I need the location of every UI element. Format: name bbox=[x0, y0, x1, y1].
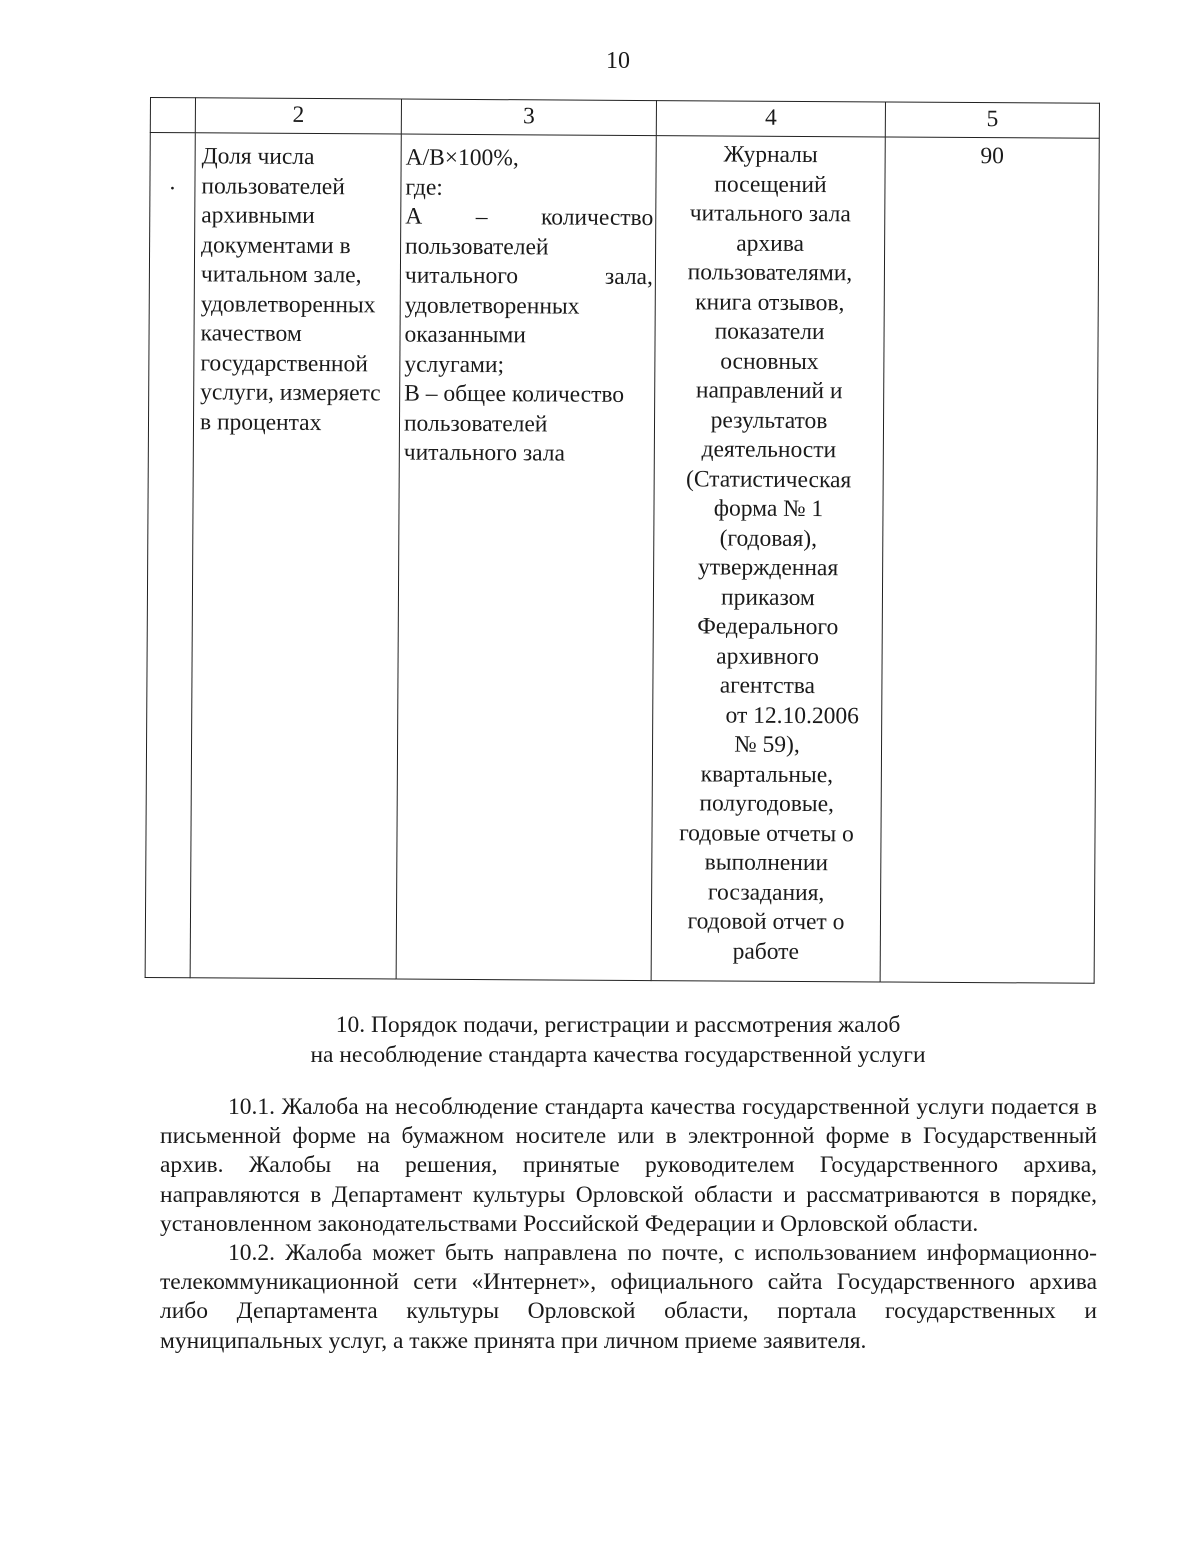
source-line: годовой отчет о bbox=[687, 908, 845, 936]
source-line: показатели bbox=[714, 318, 825, 346]
source-line: работе bbox=[732, 938, 800, 965]
source-line: посещений bbox=[714, 170, 827, 198]
source-line: Журналы bbox=[723, 141, 818, 169]
source-line: книга отзывов, bbox=[695, 288, 845, 316]
source-line: квартальные, bbox=[700, 760, 834, 788]
source-line: направлений и bbox=[695, 377, 843, 405]
header-cell-1 bbox=[150, 98, 195, 133]
section-heading bbox=[0, 1010, 1200, 1070]
indicator-line: Доля числа bbox=[201, 143, 315, 171]
source-line: архива bbox=[736, 230, 805, 257]
formula-line: читального зала, bbox=[404, 262, 653, 291]
source-line: годовые отчеты о bbox=[679, 819, 854, 847]
indicator-line: удовлетворенных bbox=[200, 290, 376, 318]
source-cell bbox=[651, 136, 885, 982]
source-line: выполнении bbox=[704, 849, 829, 877]
indicator-line: читальном зале, bbox=[200, 261, 362, 289]
source-line: пользователями, bbox=[687, 259, 853, 287]
source-line: архивного bbox=[716, 642, 820, 670]
indicator-line: пользователей bbox=[201, 172, 345, 200]
formula-line: услугами; bbox=[404, 351, 505, 378]
table-header-row bbox=[150, 98, 1099, 139]
formula-line: В – общее количество bbox=[404, 380, 625, 408]
source-line: полугодовые, bbox=[699, 790, 835, 818]
formula-line: пользователей bbox=[405, 233, 549, 260]
source-line: от 12.10.2006 bbox=[725, 702, 859, 729]
value-cell: 90 bbox=[880, 137, 1099, 983]
header-cell-4: 4 bbox=[656, 101, 885, 137]
indicator-line: государственной bbox=[200, 349, 368, 377]
indicator-line: документами в bbox=[201, 231, 351, 259]
indicator-table bbox=[145, 97, 1100, 984]
source-line: (годовая), bbox=[719, 524, 818, 552]
source-line: читального зала bbox=[689, 200, 851, 228]
source-line: приказом bbox=[721, 583, 815, 611]
source-line: результатов bbox=[710, 406, 828, 434]
header-cell-3: 3 bbox=[401, 99, 656, 136]
header-cell-2: 2 bbox=[195, 98, 401, 134]
formula-line: где: bbox=[405, 174, 443, 201]
source-line: Федерального bbox=[697, 613, 839, 641]
header-cell-5: 5 bbox=[885, 102, 1099, 138]
section-heading-line-1: 10. Порядок подачи, регистрации и рассмотрения жалоб bbox=[335, 1012, 901, 1038]
table-row bbox=[145, 133, 1099, 984]
source-line: основных bbox=[720, 347, 819, 375]
source-line: госзадания, bbox=[707, 878, 825, 906]
formula-line: А – количество bbox=[405, 203, 654, 232]
indicator-line: качеством bbox=[200, 320, 302, 347]
section-heading-line-2: на несоблюдение стандарта качества государственной услуги bbox=[310, 1042, 926, 1068]
section-body bbox=[160, 1093, 1097, 1356]
source-line: (Статистическая bbox=[685, 465, 852, 493]
source-line: агентства bbox=[719, 672, 816, 700]
paragraph-10-1: 10.1. Жалоба на несоблюдение стандарта качества государственной услуги подается в письменной форме на бумажном носителе или в электронной форме в Государственный архив. Жалобы на решения, принятые руководителем Государственного архива, направляются в Департамент культуры Орловской области и рассматриваются в порядке, установленном законодательствами Российской Федерации и Орловской области. bbox=[160, 1094, 1097, 1237]
source-line: утвержденная bbox=[697, 554, 839, 582]
formula-line: оказанными bbox=[404, 321, 526, 349]
source-line: форма № 1 bbox=[713, 495, 824, 523]
row-marker: . bbox=[145, 133, 195, 978]
formula-line: читального зала bbox=[403, 439, 566, 467]
source-line: деятельности bbox=[701, 436, 837, 464]
formula-line: удовлетворенных bbox=[404, 292, 580, 320]
source-line: № 59), bbox=[734, 731, 800, 758]
page-number: 10 bbox=[606, 48, 630, 74]
paragraph-10-2: 10.2. Жалоба может быть направлена по почте, с использованием информационно-телекоммуникационной сети «Интернет», официального сайта Государственного архива либо Департамента культуры Орловской области, портала государственных и муниципальных услуг, а также принята при личном приеме заявителя. bbox=[160, 1240, 1097, 1354]
formula-line: пользователей bbox=[403, 410, 548, 437]
indicator-line: услуги, измеряетс bbox=[200, 379, 381, 407]
indicator-cell bbox=[190, 133, 401, 979]
indicator-line: архивными bbox=[201, 202, 315, 230]
formula-cell bbox=[396, 134, 656, 981]
formula-line: А/В×100%, bbox=[405, 144, 519, 172]
indicator-line: в процентах bbox=[199, 408, 322, 436]
